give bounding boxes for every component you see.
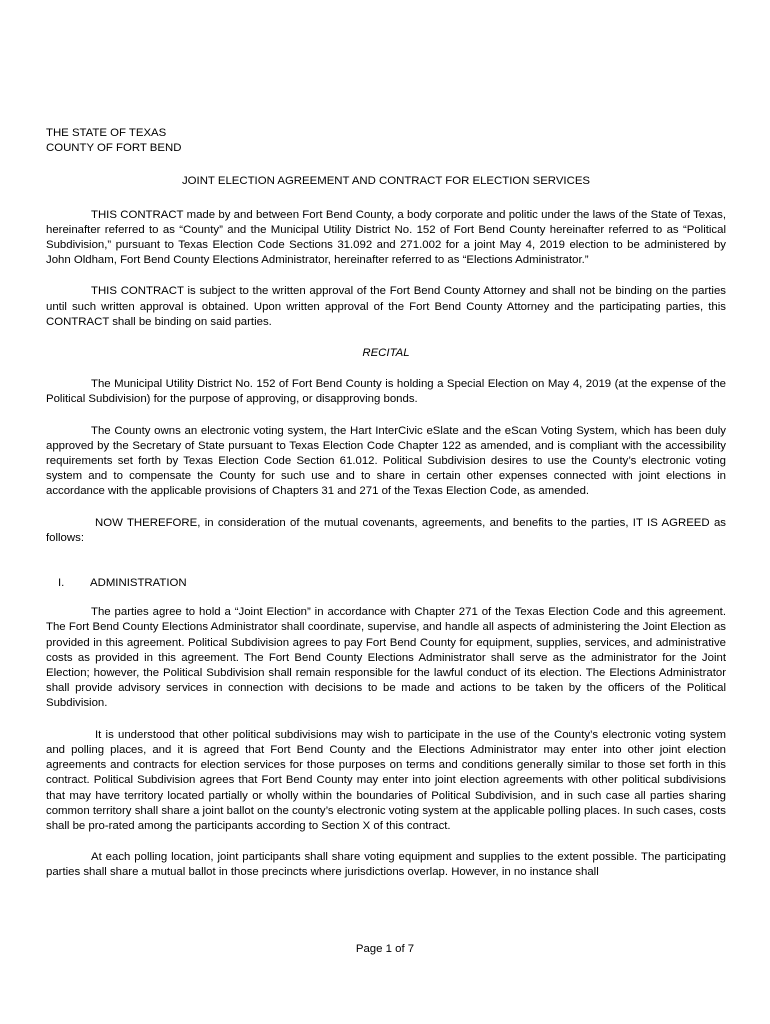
recital-paragraph: NOW THEREFORE, in consideration of the mutual covenants, agreements, and benefits to the parties, IT IS AGREED as follows: <box>46 516 726 544</box>
section-paragraph: The parties agree to hold a “Joint Election” in accordance with Chapter 271 of the Texas Election Code and this agreement. The Fort Bend County Elections Administrator shall coordinate, supervise, and handle all aspects of administering the Joint Election as provided in this agreement. Political Subdivision agrees to pay Fort Bend County for equipment, supplies, services, and administrative costs as provided in this agreement. The Fort Bend County Elections Administrator shall serve as the administrator for the Joint Election; however, the Political Subdivision shall remain responsible for the lawful conduct of its election. The Elections Administrator shall provide advisory services in connection with decisions to be made and actions to be taken by the officers of the Political Subdivision. <box>46 606 726 710</box>
document-title: JOINT ELECTION AGREEMENT AND CONTRACT FOR ELECTION SERVICES <box>181 175 591 188</box>
section-heading <box>46 576 726 591</box>
intro-paragraph: THIS CONTRACT is subject to the written approval of the Fort Bend County Attorney and shall not be binding on the parties until such written approval is obtained. Upon written approval of the Fort Bend County Attorney and the participating parties, this CONTRACT shall be binding on said parties. <box>46 285 726 328</box>
recital-heading: RECITAL <box>362 347 410 360</box>
section-title: ADMINISTRATION <box>90 577 187 590</box>
section-paragraph: At each polling location, joint participants shall share voting equipment and supplies to the extent possible. The participating parties shall share a mutual ballot in those precincts where jurisdictions overlap. However, in no instance shall <box>46 851 726 879</box>
page-footer: Page 1 of 7 <box>355 943 415 955</box>
recital-paragraph: The County owns an electronic voting system, the Hart InterCivic eSlate and the eScan Voting System, which has been duly approved by the Secretary of State pursuant to Texas Election Code Chapter 122 as amended, and is compliant with the accessibility requirements set forth by Texas Election Code Section 61.012. Political Subdivision desires to use the County’s electronic voting system and to compensate the County for such use and to share in certain other expenses connected with joint elections in accordance with the applicable provisions of Chapters 31 and 271 of the Texas Election Code, as amended. <box>46 424 726 498</box>
state-heading: THE STATE OF TEXAS <box>46 127 167 139</box>
section-number: I. <box>58 577 65 590</box>
recital-paragraph: The Municipal Utility District No. 152 of Fort Bend County is holding a Special Election on May 4, 2019 (at the expense of the Political Subdivision) for the purpose of approving, or disapproving bonds. <box>46 378 726 406</box>
section-paragraph: It is understood that other political subdivisions may wish to participate in the use of the County’s electronic voting system and polling places, and it is agreed that Fort Bend County and the Elections Administrator may enter into other joint election agreements and contracts for election services for those purposes on terms and conditions generally similar to those set forth in this contract. Political Subdivision agrees that Fort Bend County may enter into joint election agreements with other political subdivisions that may have territory located partially or wholly within the boundaries of Political Subdivision, and in such case all parties sharing common territory shall share a joint ballot on the county’s electronic voting system at the applicable polling places. In such cases, costs shall be pro-rated among the participants according to Section X of this contract. <box>46 728 726 832</box>
intro-paragraph: THIS CONTRACT made by and between Fort Bend County, a body corporate and politic under the laws of the State of Texas, hereinafter referred to as “County” and the Municipal Utility District No. 152 of Fort Bend County hereinafter referred to as “Political Subdivision,” pursuant to Texas Election Code Sections 31.092 and 271.002 for a joint May 4, 2019 election to be administered by John Oldham, Fort Bend County Elections Administrator, hereinafter referred to as “Elections Administrator.” <box>46 208 726 267</box>
county-heading: COUNTY OF FORT BEND <box>46 142 182 155</box>
